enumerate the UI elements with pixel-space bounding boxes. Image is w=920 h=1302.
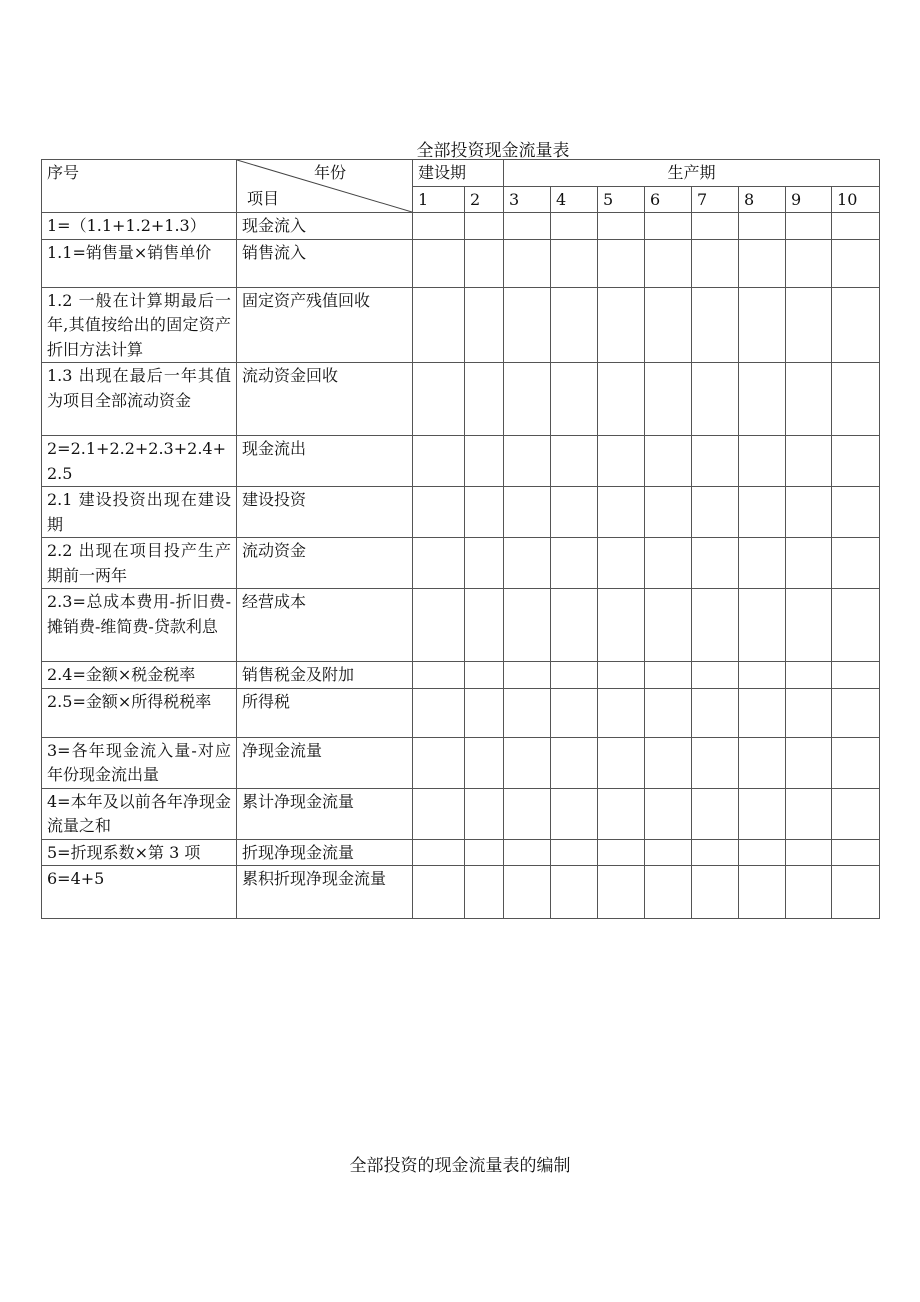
value-cell	[832, 487, 880, 538]
value-cell	[832, 662, 880, 689]
value-cell	[504, 662, 551, 689]
value-cell	[551, 662, 598, 689]
value-cell	[786, 436, 832, 487]
value-cell	[598, 287, 645, 363]
value-cell	[465, 287, 504, 363]
value-cell	[465, 737, 504, 788]
table-row	[42, 788, 880, 839]
value-cell	[739, 737, 786, 788]
header-year-3: 3	[504, 186, 551, 213]
row-item: 经营成本	[237, 589, 413, 662]
value-cell	[598, 866, 645, 919]
row-item: 累积折现净现金流量	[237, 866, 413, 919]
value-cell	[504, 589, 551, 662]
value-cell	[413, 287, 465, 363]
header-year-5: 5	[598, 186, 645, 213]
value-cell	[598, 788, 645, 839]
value-cell	[551, 688, 598, 737]
value-cell	[551, 589, 598, 662]
table-row	[42, 287, 880, 363]
value-cell	[832, 538, 880, 589]
value-cell	[692, 839, 739, 866]
value-cell	[465, 436, 504, 487]
value-cell	[645, 866, 692, 919]
value-cell	[598, 839, 645, 866]
value-cell	[832, 866, 880, 919]
table-row	[42, 589, 880, 662]
header-year-10: 10	[832, 186, 880, 213]
value-cell	[739, 688, 786, 737]
value-cell	[786, 589, 832, 662]
value-cell	[786, 239, 832, 287]
row-item: 销售流入	[237, 239, 413, 287]
value-cell	[413, 737, 465, 788]
value-cell	[413, 589, 465, 662]
value-cell	[504, 737, 551, 788]
table-row	[42, 688, 880, 737]
value-cell	[832, 239, 880, 287]
value-cell	[465, 487, 504, 538]
value-cell	[465, 839, 504, 866]
header-row-1	[42, 160, 880, 187]
value-cell	[645, 589, 692, 662]
value-cell	[692, 538, 739, 589]
value-cell	[739, 866, 786, 919]
value-cell	[465, 213, 504, 240]
row-seq: 6=4+5	[42, 866, 237, 919]
table-row	[42, 839, 880, 866]
value-cell	[739, 589, 786, 662]
value-cell	[598, 363, 645, 436]
value-cell	[504, 866, 551, 919]
row-seq: 3=各年现金流入量-对应年份现金流出量	[42, 737, 237, 788]
row-item: 累计净现金流量	[237, 788, 413, 839]
value-cell	[465, 688, 504, 737]
value-cell	[786, 839, 832, 866]
table-row	[42, 662, 880, 689]
value-cell	[645, 839, 692, 866]
value-cell	[692, 737, 739, 788]
value-cell	[551, 839, 598, 866]
header-year-6: 6	[645, 186, 692, 213]
value-cell	[645, 287, 692, 363]
value-cell	[413, 213, 465, 240]
value-cell	[551, 239, 598, 287]
value-cell	[692, 363, 739, 436]
value-cell	[504, 788, 551, 839]
header-year-2: 2	[465, 186, 504, 213]
value-cell	[739, 839, 786, 866]
row-item: 现金流出	[237, 436, 413, 487]
value-cell	[739, 538, 786, 589]
value-cell	[645, 737, 692, 788]
row-seq: 2=2.1+2.2+2.3+2.4+2.5	[42, 436, 237, 487]
value-cell	[598, 538, 645, 589]
header-production: 生产期	[504, 160, 880, 187]
row-seq: 2.2 出现在项目投产生产期前一两年	[42, 538, 237, 589]
value-cell	[692, 287, 739, 363]
row-item: 现金流入	[237, 213, 413, 240]
value-cell	[551, 213, 598, 240]
value-cell	[692, 239, 739, 287]
header-year-1: 1	[413, 186, 465, 213]
value-cell	[504, 213, 551, 240]
value-cell	[504, 436, 551, 487]
value-cell	[598, 688, 645, 737]
value-cell	[692, 688, 739, 737]
header-seq: 序号	[42, 160, 237, 213]
value-cell	[504, 363, 551, 436]
value-cell	[739, 662, 786, 689]
row-item: 流动资金	[237, 538, 413, 589]
header-item: 项目	[247, 189, 280, 208]
value-cell	[832, 688, 880, 737]
row-seq: 1.2 一般在计算期最后一年,其值按给出的固定资产折旧方法计算	[42, 287, 237, 363]
value-cell	[645, 363, 692, 436]
value-cell	[598, 589, 645, 662]
value-cell	[504, 239, 551, 287]
table-row	[42, 737, 880, 788]
value-cell	[739, 239, 786, 287]
value-cell	[832, 213, 880, 240]
value-cell	[832, 363, 880, 436]
value-cell	[645, 662, 692, 689]
value-cell	[832, 436, 880, 487]
header-year-9: 9	[786, 186, 832, 213]
row-item: 销售税金及附加	[237, 662, 413, 689]
value-cell	[739, 287, 786, 363]
table-row	[42, 239, 880, 287]
row-item: 净现金流量	[237, 737, 413, 788]
value-cell	[832, 287, 880, 363]
row-seq: 1=（1.1+1.2+1.3）	[42, 213, 237, 240]
value-cell	[465, 788, 504, 839]
value-cell	[786, 538, 832, 589]
value-cell	[832, 839, 880, 866]
value-cell	[645, 538, 692, 589]
value-cell	[739, 213, 786, 240]
value-cell	[692, 866, 739, 919]
header-year: 年份	[313, 163, 346, 182]
value-cell	[739, 363, 786, 436]
value-cell	[692, 213, 739, 240]
value-cell	[645, 239, 692, 287]
value-cell	[413, 239, 465, 287]
cash-flow-table	[41, 159, 880, 919]
value-cell	[465, 589, 504, 662]
value-cell	[551, 737, 598, 788]
row-seq: 5=折现系数×第 3 项	[42, 839, 237, 866]
value-cell	[786, 213, 832, 240]
row-seq: 2.1 建设投资出现在建设期	[42, 487, 237, 538]
value-cell	[413, 436, 465, 487]
value-cell	[692, 589, 739, 662]
value-cell	[504, 487, 551, 538]
row-seq: 2.3=总成本费用-折旧费-摊销费-维简费-贷款利息	[42, 589, 237, 662]
value-cell	[551, 788, 598, 839]
value-cell	[413, 487, 465, 538]
row-seq: 1.3 出现在最后一年其值为项目全部流动资金	[42, 363, 237, 436]
row-item: 所得税	[237, 688, 413, 737]
row-seq: 4=本年及以前各年净现金流量之和	[42, 788, 237, 839]
value-cell	[739, 436, 786, 487]
value-cell	[832, 788, 880, 839]
row-item: 固定资产残值回收	[237, 287, 413, 363]
value-cell	[413, 788, 465, 839]
header-year-4: 4	[551, 186, 598, 213]
value-cell	[598, 662, 645, 689]
value-cell	[692, 436, 739, 487]
value-cell	[465, 363, 504, 436]
value-cell	[504, 839, 551, 866]
caption: 全部投资的现金流量表的编制	[349, 1156, 571, 1176]
value-cell	[786, 688, 832, 737]
value-cell	[645, 436, 692, 487]
value-cell	[465, 538, 504, 589]
header-diagonal-cell	[237, 160, 413, 213]
value-cell	[504, 688, 551, 737]
value-cell	[598, 239, 645, 287]
table-title: 全部投资现金流量表	[416, 141, 570, 161]
table-row	[42, 213, 880, 240]
value-cell	[645, 213, 692, 240]
value-cell	[786, 363, 832, 436]
value-cell	[504, 538, 551, 589]
header-year-7: 7	[692, 186, 739, 213]
table-row	[42, 866, 880, 919]
value-cell	[551, 287, 598, 363]
value-cell	[692, 788, 739, 839]
row-item: 流动资金回收	[237, 363, 413, 436]
value-cell	[551, 866, 598, 919]
value-cell	[465, 866, 504, 919]
value-cell	[551, 436, 598, 487]
value-cell	[786, 737, 832, 788]
value-cell	[645, 688, 692, 737]
value-cell	[786, 487, 832, 538]
value-cell	[739, 487, 786, 538]
value-cell	[504, 287, 551, 363]
value-cell	[465, 239, 504, 287]
row-item: 建设投资	[237, 487, 413, 538]
value-cell	[832, 589, 880, 662]
value-cell	[786, 287, 832, 363]
value-cell	[692, 662, 739, 689]
value-cell	[786, 662, 832, 689]
table-row	[42, 436, 880, 487]
value-cell	[465, 662, 504, 689]
value-cell	[786, 866, 832, 919]
row-item: 折现净现金流量	[237, 839, 413, 866]
value-cell	[413, 662, 465, 689]
value-cell	[832, 737, 880, 788]
value-cell	[413, 866, 465, 919]
value-cell	[551, 538, 598, 589]
value-cell	[598, 436, 645, 487]
value-cell	[645, 487, 692, 538]
header-year-8: 8	[739, 186, 786, 213]
table-row	[42, 363, 880, 436]
value-cell	[786, 788, 832, 839]
value-cell	[645, 788, 692, 839]
value-cell	[739, 788, 786, 839]
value-cell	[598, 737, 645, 788]
value-cell	[598, 487, 645, 538]
table-row	[42, 538, 880, 589]
value-cell	[413, 688, 465, 737]
value-cell	[413, 538, 465, 589]
row-seq: 2.4=金额×税金税率	[42, 662, 237, 689]
row-seq: 2.5=金额×所得税税率	[42, 688, 237, 737]
row-seq: 1.1=销售量×销售单价	[42, 239, 237, 287]
value-cell	[692, 487, 739, 538]
value-cell	[551, 363, 598, 436]
table-row	[42, 487, 880, 538]
header-construction: 建设期	[413, 160, 504, 187]
value-cell	[413, 363, 465, 436]
value-cell	[413, 839, 465, 866]
value-cell	[598, 213, 645, 240]
value-cell	[551, 487, 598, 538]
